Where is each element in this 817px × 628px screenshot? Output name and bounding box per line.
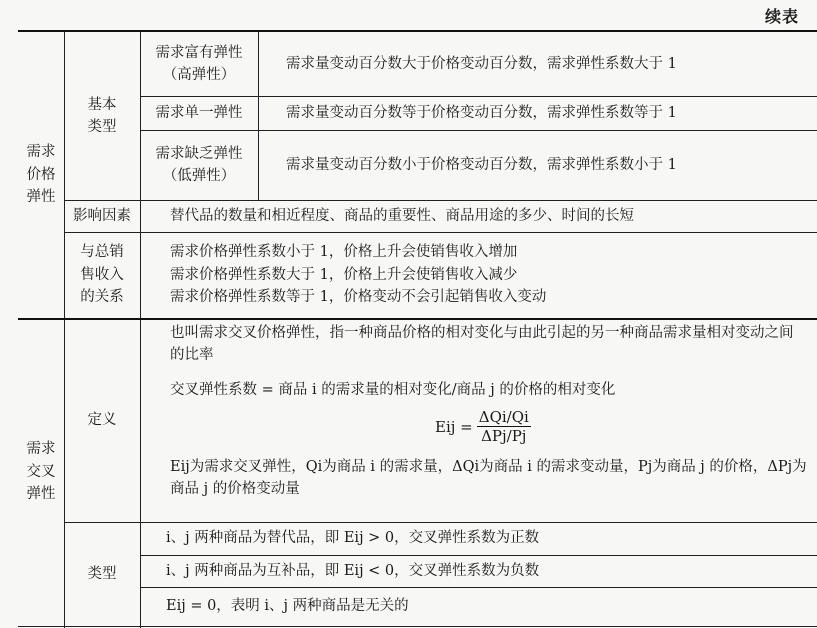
table-caption: 续表 <box>764 7 799 26</box>
type-desc-low: 需求量变动百分数小于价格变动百分数，需求弹性系数小于 1 <box>286 156 677 173</box>
revenue-label: 与总销售收入的关系 <box>80 244 124 306</box>
formula-fraction <box>477 408 531 445</box>
revenue-line: 需求价格弹性系数小于 1，价格上升会使销售收入增加 <box>170 244 518 261</box>
formula-denominator: ΔPj/Pj <box>481 427 527 445</box>
cross-type-substitute: i、j 两种商品为替代品，即 Eij > 0，交叉弹性系数为正数 <box>166 530 540 547</box>
bottom-rule <box>18 626 817 627</box>
cross-type-unrelated: Eij = 0，表明 i、j 两种商品是无关的 <box>166 598 409 615</box>
revenue-line: 需求价格弹性系数等于 1，价格变动不会引起销售收入变动 <box>170 289 547 306</box>
price-elasticity-label: 需求价格弹性 <box>26 144 56 206</box>
definition-label: 定义 <box>87 411 117 428</box>
definition-para3: Eij为需求交叉弹性，Qi为商品 i 的需求量，ΔQi为商品 i 的需求变动量，Pj为商品 j 的价格，ΔPj为商品 j 的价格变动量 <box>170 459 807 498</box>
revenue-lines <box>140 232 817 318</box>
type-desc-unit: 需求量变动百分数等于价格变动百分数，需求弹性系数等于 1 <box>286 104 677 121</box>
definition-para1: 也叫需求交叉价格弹性，指一种商品价格的相对变化与由此引起的另一种商品需求量相对变动之间的比率 <box>170 325 794 364</box>
basic-types-label: 基本类型 <box>87 96 117 135</box>
elasticity-formula <box>435 408 531 445</box>
types-label: 类型 <box>87 565 117 582</box>
formula-numerator: ΔQi/Qi <box>478 408 529 426</box>
formula-lhs: Eij = <box>435 417 473 436</box>
type-name-unit: 需求单一弹性 <box>155 104 243 121</box>
factors-text: 替代品的数量和相近程度、商品的重要性、商品用途的多少、时间的长短 <box>170 207 634 224</box>
definition-para2: 交叉弹性系数 = 商品 i 的需求量的相对变化/商品 j 的价格的相对变化 <box>170 381 616 398</box>
type-name-high: 需求富有弹性（高弹性） <box>155 44 243 83</box>
cross-elasticity-label: 需求交叉弹性 <box>26 441 56 503</box>
type-desc-high: 需求量变动百分数大于价格变动百分数，需求弹性系数大于 1 <box>286 55 677 72</box>
cross-type-complement: i、j 两种商品为互补品，即 Eij < 0，交叉弹性系数为负数 <box>166 562 540 579</box>
type-name-low: 需求缺乏弹性（低弹性） <box>155 145 243 184</box>
elasticity-table <box>18 32 817 628</box>
revenue-line: 需求价格弹性系数大于 1，价格上升会使销售收入减少 <box>170 266 518 283</box>
factors-label: 影响因素 <box>73 207 131 224</box>
